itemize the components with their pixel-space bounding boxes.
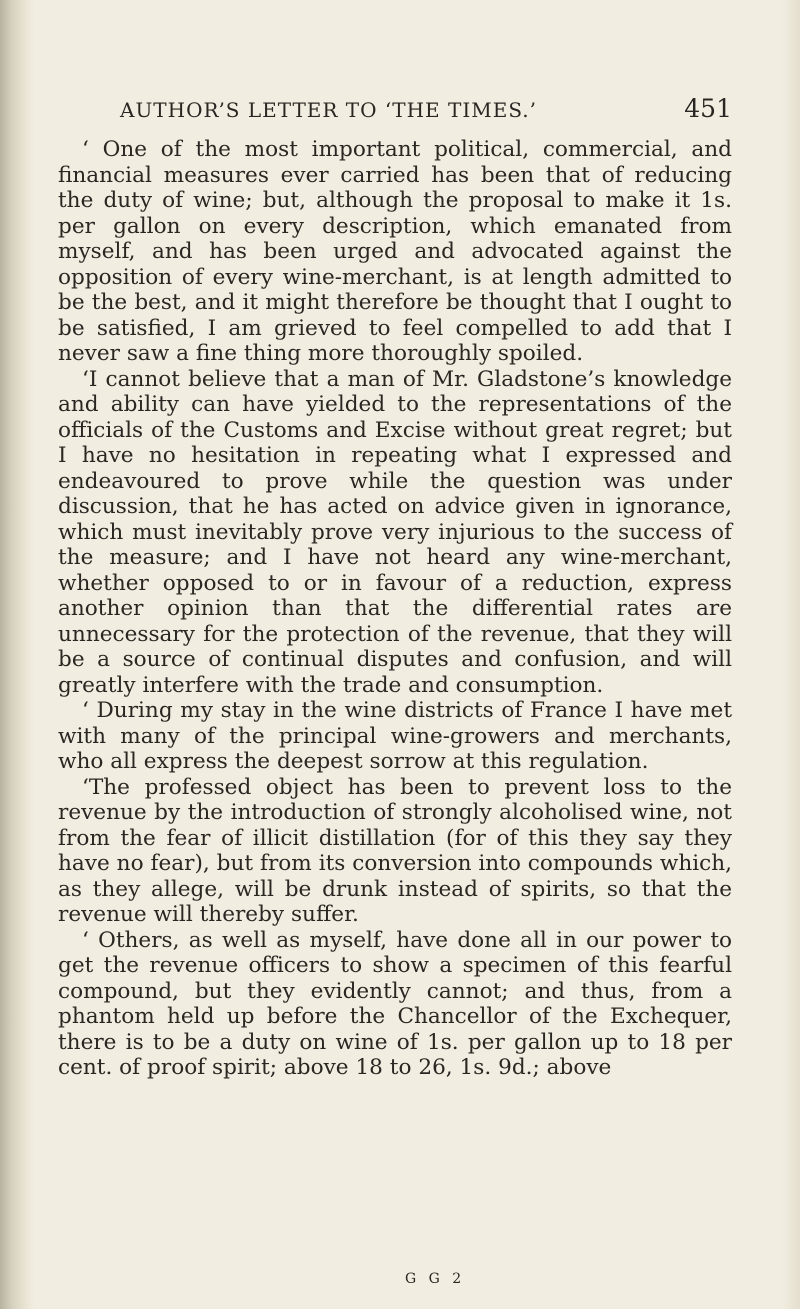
page-number: 451 [684,94,732,123]
page-gutter-shadow [0,0,34,1309]
paragraph-1: ‘ One of the most important political, commercial, and financial measures ever carried has been that of reducing the duty of wine; but, although the proposal to make it 1s. per gallon on every description, which emanated from myself, and has been urged and advocated against the opposition of every wine-merchant, is at length admitted to be the best, and it might therefore be thought that I ought to be satisfied, I am grieved to feel compelled to add that I never saw a fine thing more thoroughly spoiled. [58,137,732,366]
page-edge-shadow [782,0,800,1309]
paragraph-3: ‘ During my stay in the wine districts of France I have met with many of the principal wine-growers and merchants, who all express the deepest sorrow at this regulation. [58,698,732,774]
paragraph-2: ‘I cannot believe that a man of Mr. Gladstone’s knowledge and ability can have yielded to the representations of the officials of the Customs and Excise without great regret; but I have no hesitation in repeating what I expressed and endeavoured to prove while the question was under discussion, that he has acted on advice given in ignorance, which must inevitably prove very injurious to the success of the measure; and I have not heard any wine-merchant, whether opposed to or in favour of a reduction, express another opinion than that the differential rates are unnecessary for the protection of the revenue, that they will be a source of continual disputes and confusion, and will greatly interfere with the trade and consumption. [58,366,732,698]
running-header [60,92,732,128]
signature-mark: G G 2 [405,1271,466,1287]
running-header-title: AUTHOR’S LETTER TO ‘THE TIMES.’ [120,98,538,122]
paragraph-4: ‘The professed object has been to prevent loss to the revenue by the introduction of strongly alcoholised wine, not from the fear of illicit distillation (for of this they say they have no fear), but from its conversion into compounds which, as they allege, will be drunk instead of spirits, so that the revenue will thereby suffer. [58,774,732,927]
page-body [58,137,732,1081]
paragraph-5: ‘ Others, as well as myself, have done all in our power to get the revenue officers to show a specimen of this fearful compound, but they evidently cannot; and thus, from a phantom held up before the Chancellor of the Exchequer, there is to be a duty on wine of 1s. per gallon up to 18 per cent. of proof spirit; above 18 to 26, 1s. 9d.; above [58,927,732,1080]
